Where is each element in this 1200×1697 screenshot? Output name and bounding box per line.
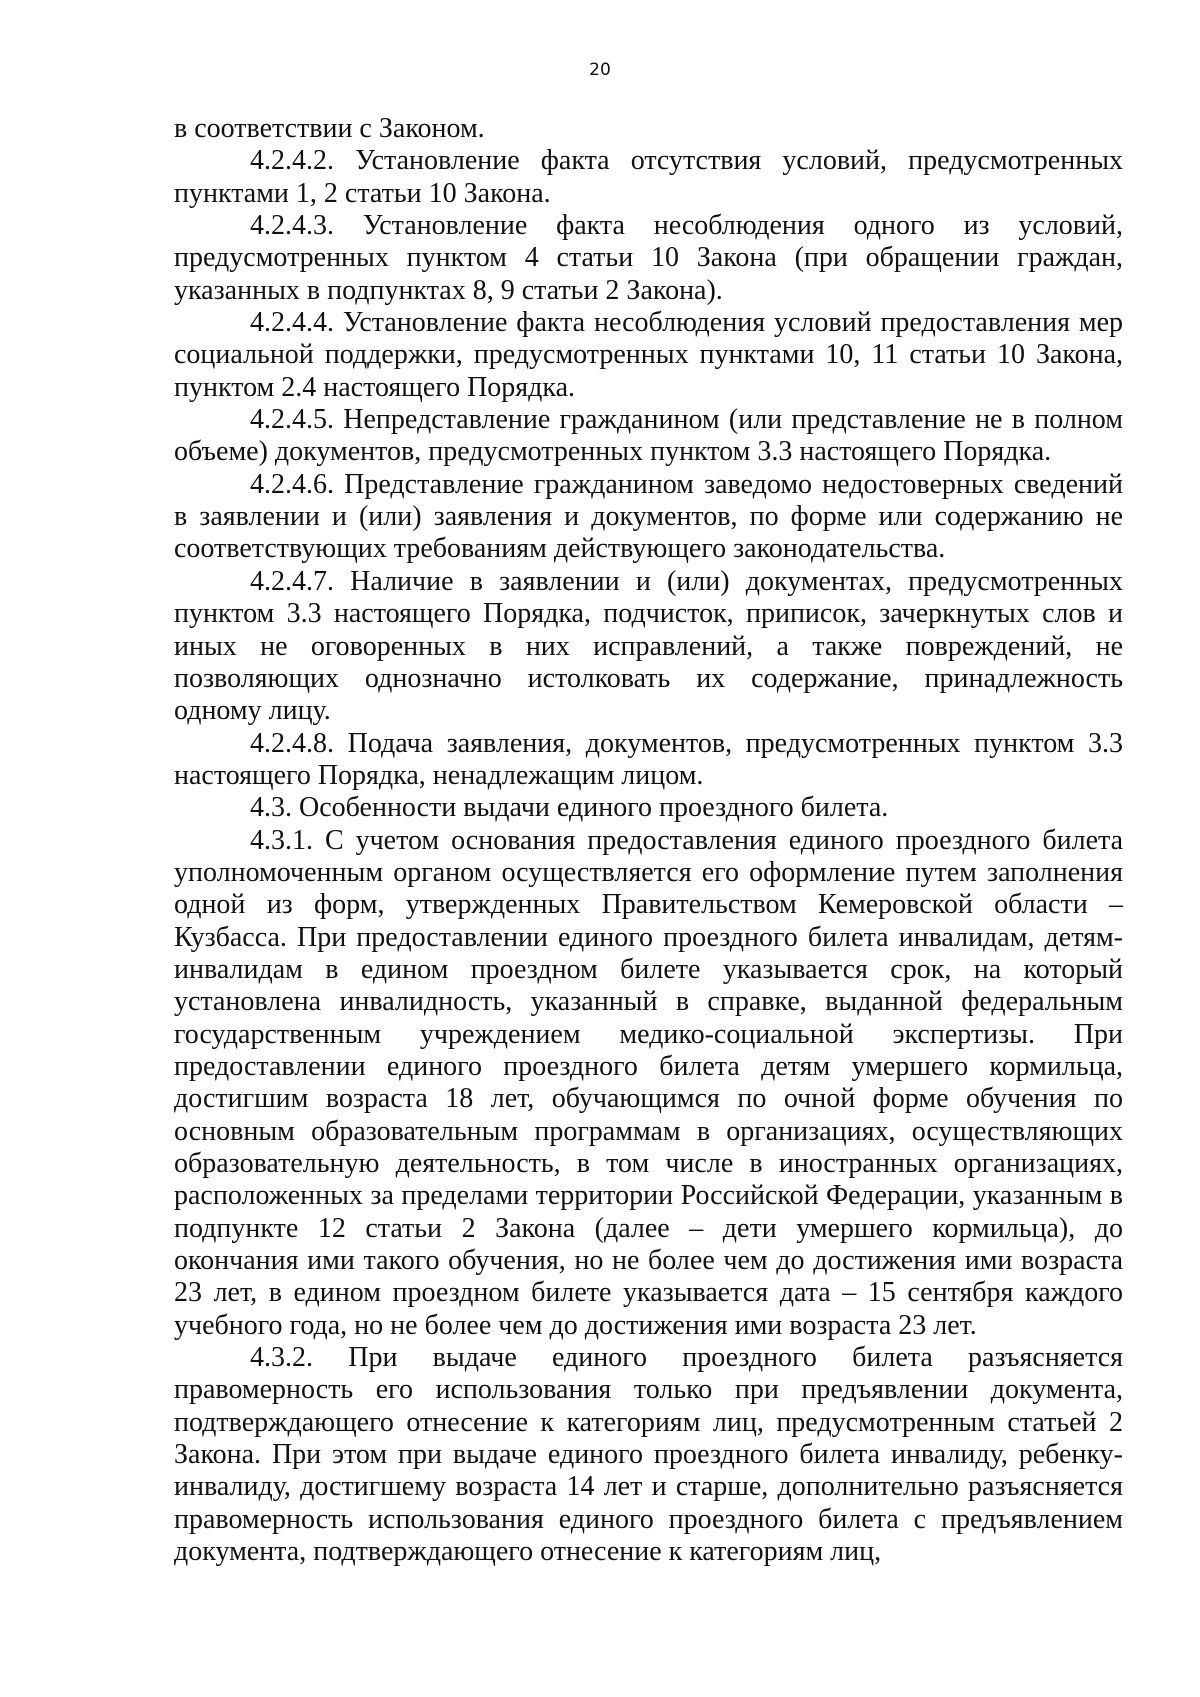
paragraph-continuation: в соответствии с Законом. <box>174 113 485 144</box>
paragraph-4-2-4-6: 4.2.4.6. Представление гражданином заведомо недостоверных сведений в заявлении и (или) заявления и документов, по форме или содержанию не соответствующих требованиям действующего законодательства. <box>174 468 1123 565</box>
paragraph-4-2-4-3: 4.2.4.3. Установление факта несоблюдения одного из условий, предусмотренных пунктом 4 статьи 10 Закона (при обращении граждан, указанных в подпунктах 8, 9 статьи 2 Закона). <box>174 210 1123 306</box>
paragraph-4-2-4-7: 4.2.4.7. Наличие в заявлении и (или) документах, предусмотренных пунктом 3.3 настоящего Порядка, подчисток, приписок, зачеркнутых слов и иных не оговоренных в них исправлений, а также повреждений, не позволяющих однозначно истолковать их содержание, принадлежность одному лицу. <box>174 565 1123 727</box>
paragraph-4-2-4-4: 4.2.4.4. Установление факта несоблюдения условий предоставления мер социальной поддержки, предусмотренных пунктами 10, 11 статьи 10 Закона, пунктом 2.4 настоящего Порядка. <box>174 307 1123 403</box>
paragraph-4-3-1: 4.3.1. С учетом основания предоставления единого проездного билета уполномоченным органом осуществляется его оформление путем заполнения одной из форм, утвержденных Правительством Кемеровской области – Кузбасса. При предоставлении единого проездного билета инвалидам, детям-инвалидам в едином проездном билете указывается срок, на который установлена инвалидность, указанный в справке, выданной федеральным государственным учреждением медико-социальной экспертизы. При предоставлении единого проездного билета детям умершего кормильца, достигшим возраста 18 лет, обучающимся по очной форме обучения по основным образовательным программам в организациях, осуществляющих образовательную деятельность, в том числе в иностранных организациях, расположенных за пределами территории Российской Федерации, указанным в подпункте 12 статьи 2 Закона (далее – дети умершего кормильца), до окончания ими такого обучения, но не более чем до достижения ими возраста 23 лет, в едином проездном билете указывается дата – 15 сентября каждого учебного года, но не более чем до достижения ими возраста 23 лет. <box>174 824 1123 1341</box>
paragraph-4-2-4-2: 4.2.4.2. Установление факта отсутствия условий, предусмотренных пунктами 1, 2 статьи 10 Закона. <box>174 145 1123 209</box>
paragraph-4-2-4-5: 4.2.4.5. Непредставление гражданином (или представление не в полном объеме) документов, предусмотренных пунктом 3.3 настоящего Порядка. <box>174 404 1123 468</box>
paragraph-4-3: 4.3. Особенности выдачи единого проездного билета. <box>250 792 889 824</box>
page-number: 20 <box>589 60 611 80</box>
document-body <box>174 113 1123 1568</box>
paragraph-4-2-4-8: 4.2.4.8. Подача заявления, документов, предусмотренных пунктом 3.3 настоящего Порядка, ненадлежащим лицом. <box>174 727 1123 791</box>
paragraph-4-3-2: 4.3.2. При выдаче единого проездного билета разъясняется правомерность его использования только при предъявлении документа, подтверждающего отнесение к категориям лиц, предусмотренным статьей 2 Закона. При этом при выдаче единого проездного билета инвалиду, ребенку-инвалиду, достигшему возраста 14 лет и старше, дополнительно разъясняется правомерность использования единого проездного билета с предъявлением документа, подтверждающего отнесение к категориям лиц, <box>174 1342 1123 1568</box>
